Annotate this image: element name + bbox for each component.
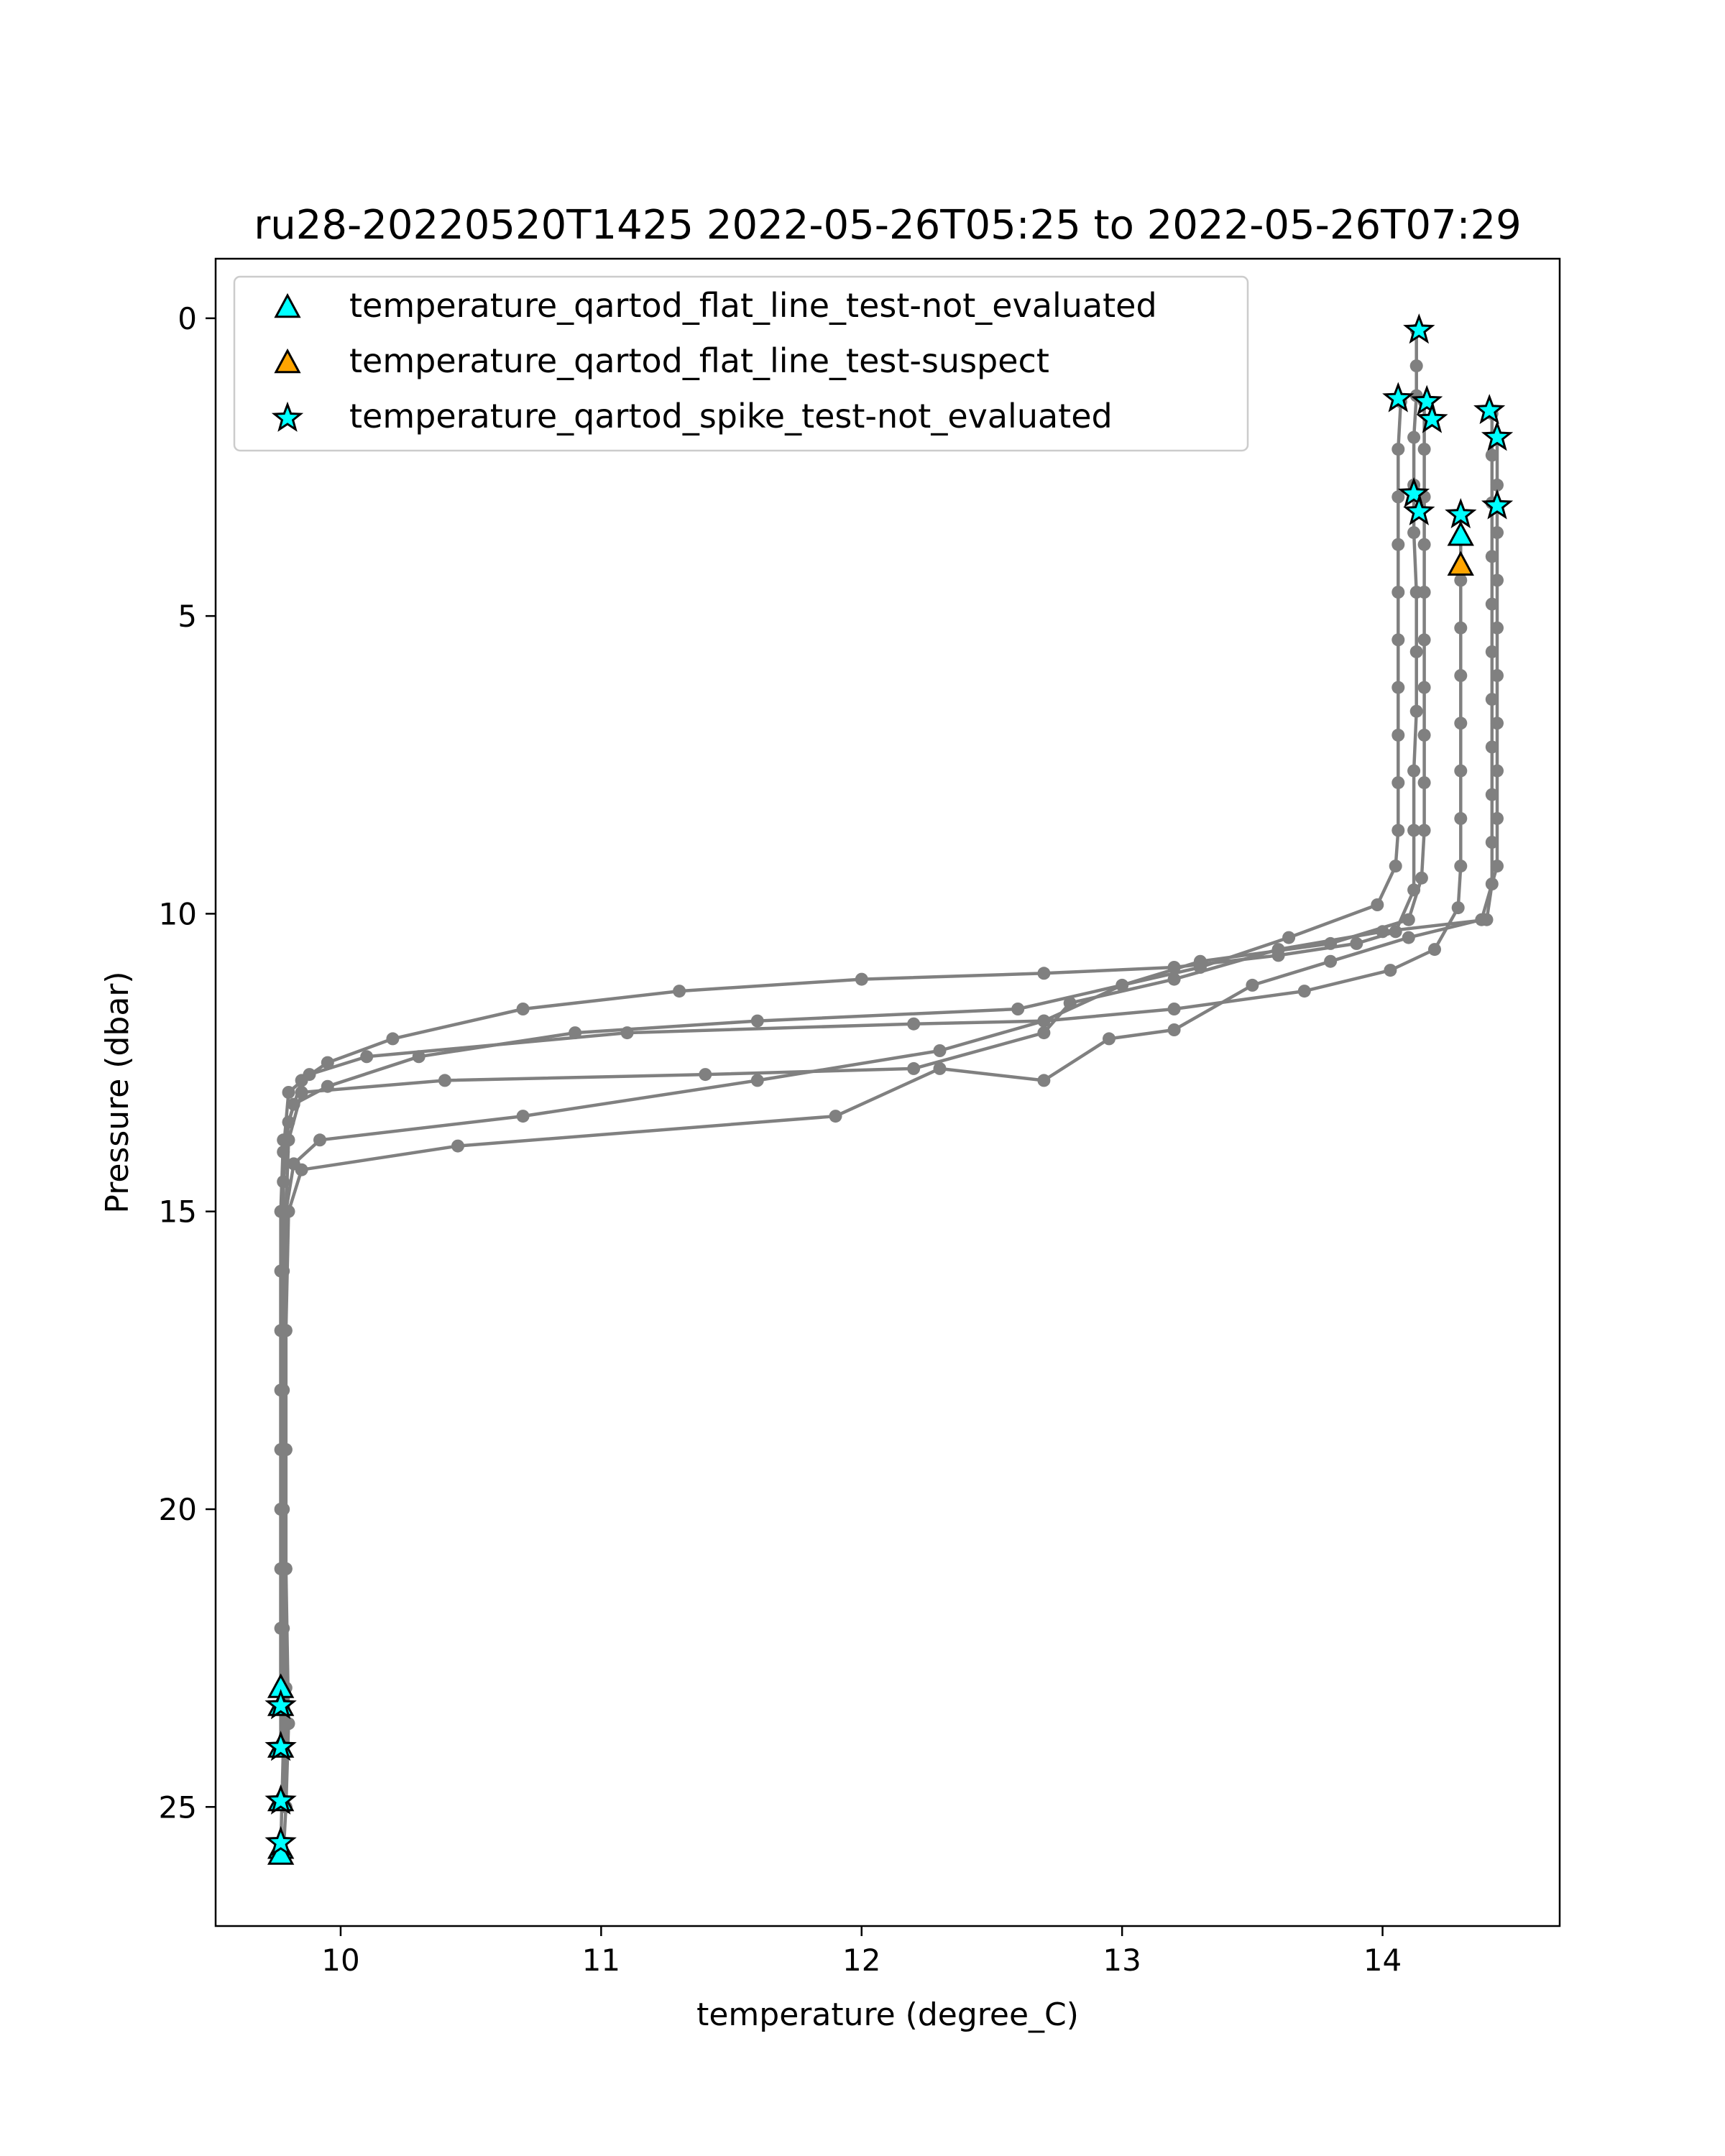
data-point [438,1074,451,1087]
data-point [1418,586,1431,599]
x-tick-label: 10 [321,1943,360,1978]
y-tick-label: 20 [158,1492,197,1527]
y-tick-label: 15 [158,1194,197,1230]
data-point [1407,431,1420,444]
data-point [517,1110,530,1123]
y-tick-label: 25 [158,1789,197,1825]
data-point [280,1562,293,1575]
data-point [907,1018,920,1031]
data-point [1418,776,1431,789]
data-point [1064,997,1077,1010]
data-point [1454,717,1467,729]
data-point [1246,979,1259,992]
data-point [1418,538,1431,551]
data-point [1410,705,1423,718]
data-point [1491,622,1504,635]
x-tick-label: 13 [1103,1943,1141,1978]
data-point [1392,538,1404,551]
y-tick-label: 10 [158,896,197,932]
data-point [1168,973,1181,986]
data-point [386,1032,399,1045]
data-point [1454,812,1467,825]
data-point [1452,901,1465,914]
data-point [1384,964,1397,977]
data-point [1410,359,1423,372]
legend-label-spike-not-evaluated: temperature_qartod_spike_test-not_evaluated [349,397,1113,436]
data-point [1418,729,1431,742]
data-point [1418,443,1431,456]
data-point [855,973,868,986]
data-point [1418,824,1431,837]
data-point [1037,1026,1050,1039]
data-point [1103,1032,1116,1045]
data-point [1418,681,1431,694]
data-point [1350,937,1363,950]
data-point [1402,931,1415,944]
x-tick-label: 14 [1363,1943,1402,1978]
data-point [1272,943,1285,956]
data-point [1418,633,1431,646]
data-point [1037,967,1050,980]
data-point [282,1086,295,1099]
data-point [1282,931,1295,944]
data-point [1376,925,1389,938]
data-point [280,1324,293,1337]
data-point [451,1140,464,1153]
data-point [1298,985,1311,998]
data-point [1168,1003,1181,1015]
data-point [277,1503,290,1516]
data-point [1491,860,1504,872]
data-point [907,1062,920,1075]
data-point [673,985,686,998]
data-point [1324,955,1337,968]
data-point [1392,586,1404,599]
chart-title: ru28-20220520T1425 2022-05-26T05:25 to 2022-05-26T07:29 [254,202,1522,249]
data-point [1491,526,1504,539]
data-point [295,1164,308,1176]
data-point [829,1110,842,1123]
data-point [751,1015,764,1028]
data-point [280,1443,293,1456]
data-point [699,1068,712,1081]
data-point [1392,776,1404,789]
data-point [282,1205,295,1218]
data-point [934,1062,947,1075]
data-point [1454,765,1467,778]
data-point [1402,913,1415,926]
data-point [1454,669,1467,682]
x-tick-label: 12 [842,1943,881,1978]
data-point [360,1050,373,1063]
data-point [1475,913,1488,926]
data-point [1392,633,1404,646]
y-tick-label: 5 [178,599,197,635]
data-point [1392,729,1404,742]
data-point [303,1068,316,1081]
data-point [1407,526,1420,539]
legend-label-flat-line-not-evaluated: temperature_qartod_flat_line_test-not_evaluated [349,286,1157,325]
data-point [295,1086,308,1099]
data-point [1491,573,1504,586]
data-point [1454,860,1467,872]
data-point [1011,1003,1024,1015]
x-axis-label: temperature (degree_C) [696,1996,1079,2033]
data-point [1491,812,1504,825]
data-point [1491,669,1504,682]
data-point [282,1133,295,1146]
data-point [1168,1023,1181,1036]
data-point [517,1003,530,1015]
data-point [1428,943,1441,956]
data-point [1491,765,1504,778]
data-point [751,1074,764,1087]
y-axis-label: Pressure (dbar) [99,971,136,1214]
data-point [1491,717,1504,729]
data-point [1410,645,1423,658]
data-point [1392,681,1404,694]
x-tick-label: 11 [581,1943,621,1978]
data-point [1194,955,1207,968]
legend-label-flat-line-suspect: temperature_qartod_flat_line_test-suspect [349,341,1049,380]
data-point [1454,622,1467,635]
data-point [1037,1074,1050,1087]
data-point [621,1026,634,1039]
y-tick-label: 0 [178,300,197,336]
data-point [313,1133,326,1146]
data-point [1389,860,1402,872]
data-point [1407,765,1420,778]
data-point [1454,573,1467,586]
data-point [277,1383,290,1396]
data-point [282,1717,295,1730]
data-point [934,1044,947,1057]
data-point [1392,443,1404,456]
data-point [1392,824,1404,837]
legend [234,277,1248,451]
data-point [1415,872,1428,885]
data-point [1371,898,1384,911]
